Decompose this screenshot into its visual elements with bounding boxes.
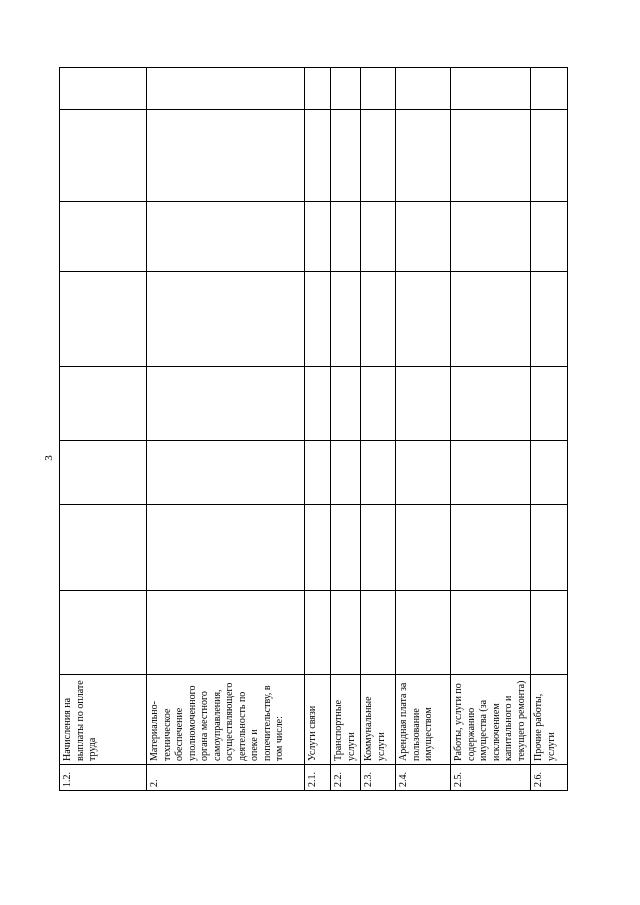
row-number: 2.5. <box>451 765 531 791</box>
empty-cell <box>305 202 331 272</box>
empty-cell <box>361 110 396 202</box>
empty-cell <box>305 505 331 591</box>
empty-cell <box>396 367 451 441</box>
table-row <box>396 68 451 791</box>
row-label: Транспортные услуги <box>331 675 361 765</box>
row-number: 2.1. <box>305 765 331 791</box>
empty-cell <box>305 591 331 675</box>
empty-cell <box>331 202 361 272</box>
empty-cell <box>331 110 361 202</box>
empty-cell <box>60 367 147 441</box>
table-row <box>147 68 305 791</box>
empty-cell <box>531 110 568 202</box>
empty-cell <box>147 272 305 367</box>
empty-cell <box>451 441 531 505</box>
rotated-table-container <box>59 68 559 791</box>
empty-cell <box>531 367 568 441</box>
expense-table <box>59 67 568 791</box>
empty-cell <box>361 272 396 367</box>
row-label: Услуги связи <box>305 675 331 765</box>
table-row <box>451 68 531 791</box>
empty-cell <box>531 272 568 367</box>
row-number: 2.6. <box>531 765 568 791</box>
empty-cell <box>361 202 396 272</box>
empty-cell <box>396 272 451 367</box>
empty-cell <box>331 272 361 367</box>
empty-cell <box>147 591 305 675</box>
empty-cell <box>396 505 451 591</box>
empty-cell <box>396 110 451 202</box>
empty-cell <box>361 505 396 591</box>
empty-cell <box>361 441 396 505</box>
empty-cell <box>451 68 531 110</box>
empty-cell <box>396 68 451 110</box>
empty-cell <box>60 68 147 110</box>
empty-cell <box>396 441 451 505</box>
empty-cell <box>361 68 396 110</box>
empty-cell <box>60 505 147 591</box>
empty-cell <box>147 441 305 505</box>
row-number: 1.2. <box>60 765 147 791</box>
empty-cell <box>396 202 451 272</box>
empty-cell <box>531 591 568 675</box>
empty-cell <box>451 367 531 441</box>
empty-cell <box>451 505 531 591</box>
table-row <box>60 68 147 791</box>
empty-cell <box>451 591 531 675</box>
empty-cell <box>60 272 147 367</box>
row-label: Материально-техническое обеспечение уполномоченного органа местного самоуправления, осуществляющего деятельность по опеке и попечительству, в том числе: <box>147 675 305 765</box>
empty-cell <box>451 202 531 272</box>
empty-cell <box>531 202 568 272</box>
empty-cell <box>331 591 361 675</box>
row-number: 2. <box>147 765 305 791</box>
empty-cell <box>331 505 361 591</box>
empty-cell <box>147 110 305 202</box>
table-row <box>331 68 361 791</box>
page-number: 3 <box>42 455 55 461</box>
empty-cell <box>361 591 396 675</box>
row-number: 2.2. <box>331 765 361 791</box>
empty-cell <box>331 367 361 441</box>
empty-cell <box>361 367 396 441</box>
empty-cell <box>60 441 147 505</box>
empty-cell <box>451 110 531 202</box>
empty-cell <box>147 367 305 441</box>
row-label: Арендная плата за пользование имуществом <box>396 675 451 765</box>
empty-cell <box>396 591 451 675</box>
empty-cell <box>147 68 305 110</box>
table-row <box>305 68 331 791</box>
empty-cell <box>331 441 361 505</box>
empty-cell <box>305 68 331 110</box>
table-row <box>531 68 568 791</box>
empty-cell <box>305 272 331 367</box>
empty-cell <box>305 110 331 202</box>
empty-cell <box>451 272 531 367</box>
empty-cell <box>147 202 305 272</box>
empty-cell <box>305 367 331 441</box>
row-number: 2.4. <box>396 765 451 791</box>
empty-cell <box>60 591 147 675</box>
empty-cell <box>531 505 568 591</box>
row-label: Прочие работы, услуги <box>531 675 568 765</box>
row-label: Коммунальные услуги <box>361 675 396 765</box>
row-number: 2.3. <box>361 765 396 791</box>
empty-cell <box>147 505 305 591</box>
row-label: Работы, услуги по содержанию имущества (за исключением капитального и текущего ремонта) <box>451 675 531 765</box>
empty-cell <box>531 441 568 505</box>
row-label: Начисления на выплаты по оплате труда <box>60 675 147 765</box>
empty-cell <box>331 68 361 110</box>
empty-cell <box>305 441 331 505</box>
empty-cell <box>60 110 147 202</box>
empty-cell <box>531 68 568 110</box>
table-row <box>361 68 396 791</box>
empty-cell <box>60 202 147 272</box>
